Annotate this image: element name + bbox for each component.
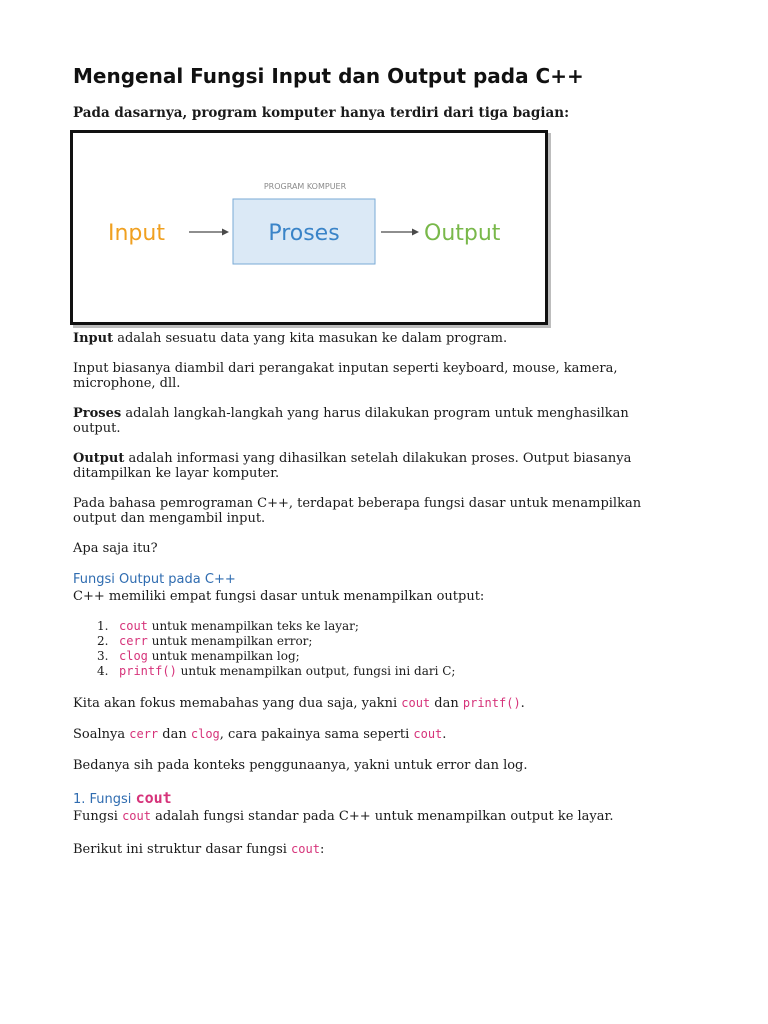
list-item-code: printf() [119,664,177,678]
list-item-code: cout [119,619,148,633]
list-item-number: 4. [97,664,109,678]
input-paragraph [73,331,673,346]
focus-text-b: dan [430,696,463,711]
output-functions-list [73,619,455,679]
soal-text-d: . [442,727,447,742]
input-definition: adalah sesuatu data yang kita masukan ke dalam program. [113,331,508,346]
cout-desc-code: cout [122,809,151,823]
focus-text-c: . [520,696,525,711]
list-item-text: untuk menampilkan output, fungsi ini dari C; [176,664,456,678]
list-item-number: 2. [97,634,109,648]
list-item-text: untuk menampilkan teks ke layar; [147,619,359,633]
question-paragraph: Apa saja itu? [73,541,158,556]
input-source-paragraph: Input biasanya diambil dari perangakat inputan seperti keyboard, mouse, kamera, microphone, dll. [73,361,618,391]
cout-struct-b: : [319,842,325,857]
section-output-lead: C++ memiliki empat fungsi dasar untuk menampilkan output: [73,589,485,604]
soal-text-c: , cara pakainya sama seperti [219,727,414,742]
list-item-number: 3. [97,649,109,663]
focus-paragraph [73,696,673,711]
list-item [73,664,455,679]
output-term: Output [73,451,125,466]
list-item-text: untuk menampilkan error; [147,634,313,648]
section-cout-heading [73,789,172,807]
cout-struct-paragraph [73,842,673,857]
output-definition: adalah informasi yang dihasilkan setelah dilakukan proses. Output biasanya ditampilkan ke layar komputer. [73,451,632,481]
arrow-output-head [412,229,419,236]
list-item-text: untuk menampilkan log; [147,649,300,663]
diagram-process-label: Proses [268,221,340,246]
cpp-intro-paragraph: Pada bahasa pemrograman C++, terdapat beberapa fungsi dasar untuk menampilkan output dan mengambil input. [73,496,642,526]
section-cout-heading-text: 1. Fungsi [73,792,136,807]
cout-desc-a: Fungsi [73,809,123,824]
soal-code-cout: cout [413,727,443,741]
focus-text-a: Kita akan fokus memabahas yang dua saja, yakni [73,696,402,711]
input-term: Input [73,331,114,346]
soal-text-b: dan [158,727,191,742]
list-item [73,649,455,664]
soal-text-a: Soalnya [73,727,130,742]
diagram-caption: PROGRAM KOMPUER [263,182,347,191]
program-diagram [70,130,548,325]
intro-text: Pada dasarnya, program komputer hanya terdiri dari tiga bagian: [73,105,570,121]
cout-desc-b: adalah fungsi standar pada C++ untuk menampilkan output ke layar. [150,809,614,824]
list-item-number: 1. [97,619,109,633]
proses-paragraph [73,406,673,436]
cout-struct-code: cout [291,842,320,856]
program-diagram-svg [73,133,545,322]
focus-code-cout: cout [401,696,431,710]
focus-code-printf: printf() [462,696,521,710]
bedanya-paragraph: Bedanya sih pada konteks penggunaanya, yakni untuk error dan log. [73,758,528,773]
proses-term: Proses [73,406,122,421]
section-cout-heading-code: cout [135,789,172,807]
diagram-input-label: Input [108,221,165,246]
diagram-output-label: Output [424,221,501,246]
proses-definition: adalah langkah-langkah yang harus dilakukan program untuk menghasilkan output. [73,406,629,436]
list-item-code: clog [119,649,148,663]
soal-code-cerr: cerr [129,727,159,741]
page-title: Mengenal Fungsi Input dan Output pada C++ [73,64,584,88]
arrow-input-head [222,229,229,236]
section-output-heading: Fungsi Output pada C++ [73,572,236,587]
list-item-code: cerr [119,634,148,648]
soal-paragraph [73,727,673,742]
list-item [73,619,455,634]
list-item [73,634,455,649]
soal-code-clog: clog [190,727,220,741]
cout-struct-a: Berikut ini struktur dasar fungsi [73,842,292,857]
cout-desc-paragraph [73,809,673,824]
output-paragraph [73,451,668,481]
